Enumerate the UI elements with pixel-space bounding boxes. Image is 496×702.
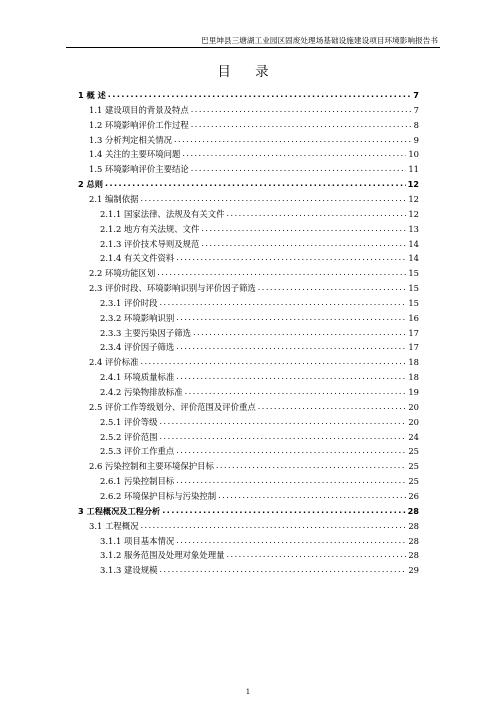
toc-entry-page: 28 — [407, 505, 419, 516]
toc-entry-page: 24 — [408, 431, 419, 442]
toc-entry-label: 1 概 述 — [78, 90, 106, 100]
header-text: 巴里坤县三塘湖工业园区固废处理场基础设施建设项目环境影响报告书 — [201, 36, 438, 45]
toc-leader-dots — [159, 297, 406, 309]
toc-entry-label: 3.1 工程概况 — [89, 520, 139, 531]
toc-entry-page: 11 — [408, 164, 419, 175]
toc-entry[interactable] — [89, 134, 419, 146]
toc-entry[interactable] — [89, 193, 419, 205]
toc-entry-page: 26 — [408, 490, 419, 501]
toc-entry[interactable] — [89, 460, 419, 472]
toc-entry-page: 12 — [408, 208, 419, 219]
toc-leader-dots — [140, 193, 406, 205]
toc-leader-dots — [108, 89, 412, 101]
toc-entry[interactable] — [100, 208, 419, 220]
toc-entry-page: 25 — [408, 461, 419, 472]
toc-entry-page: 15 — [408, 297, 419, 308]
toc-entry[interactable] — [78, 505, 419, 517]
toc-entry-label: 3.1.3 建设规模 — [100, 565, 158, 576]
toc-entry-label: 1.1 建设项目的背景及特点 — [89, 104, 189, 115]
toc-leader-dots — [176, 341, 406, 353]
toc-entry-label: 2.1.1 国家法律、法规及有关文件 — [100, 208, 225, 219]
toc-entry-page: 28 — [408, 550, 419, 561]
toc-leader-dots — [185, 386, 407, 398]
toc-entry-label: 2.2 环境功能区划 — [89, 268, 156, 279]
toc-entry-label: 2 总则 — [78, 179, 103, 190]
toc-entry-label: 2.6.2 环境保护目标与污染控制 — [100, 490, 217, 501]
toc-entry-label: 2.3.2 环境影响识别 — [100, 312, 175, 323]
toc-entry-page: 15 — [408, 283, 419, 294]
toc-entry-label: 2.4 评价标准 — [89, 357, 139, 368]
toc-entry-label: 2.3.1 评价时段 — [100, 297, 158, 308]
toc-entry-label: 2.4.1 环境质量标准 — [100, 372, 175, 383]
header-rule — [66, 47, 440, 48]
toc-entry-page: 16 — [408, 312, 419, 323]
toc-entry[interactable] — [100, 238, 419, 250]
toc-entry[interactable] — [100, 564, 419, 576]
toc-leader-dots — [105, 178, 406, 190]
toc-entry-label: 1.4 关注的主要环境问题 — [89, 149, 181, 160]
toc-entry-label: 1.2 环境影响评价工作过程 — [89, 119, 189, 130]
toc-entry-label: 3.1.1 项目基本情况 — [100, 535, 175, 546]
toc-entry-label: 2.5 评价工作等级划分、评价范围及评价重点 — [89, 401, 256, 412]
toc-entry-label: 1.3 分析判定相关情况 — [89, 134, 172, 145]
toc-leader-dots — [159, 431, 406, 443]
toc-leader-dots — [162, 505, 405, 517]
toc-entry[interactable] — [89, 119, 419, 131]
toc-entry[interactable] — [100, 535, 419, 547]
toc-entry[interactable] — [100, 327, 419, 339]
toc-leader-dots — [226, 208, 406, 220]
toc-entry-page: 29 — [408, 565, 419, 576]
toc-entry-page: 28 — [408, 535, 419, 546]
toc-leader-dots — [193, 327, 406, 339]
toc-leader-dots — [258, 282, 407, 294]
toc-entry[interactable] — [89, 104, 419, 116]
toc-entry-page: 15 — [408, 268, 419, 279]
toc-entry-page: 10 — [408, 149, 419, 160]
toc-entry[interactable] — [89, 163, 419, 175]
toc-entry-label: 2.5.1 评价等级 — [100, 416, 158, 427]
toc-entry-page: 14 — [408, 238, 419, 249]
toc-entry-page: 13 — [408, 223, 419, 234]
toc-entry-label: 2.3.4 评价因子筛选 — [100, 342, 175, 353]
toc-entry-page: 25 — [408, 446, 419, 457]
toc-entry[interactable] — [78, 178, 419, 190]
toc-entry-page: 12 — [407, 179, 419, 190]
toc-entry[interactable] — [100, 386, 419, 398]
toc-entry[interactable] — [89, 148, 419, 160]
toc-leader-dots — [176, 445, 406, 457]
toc-entry-label: 2.3.3 主要污染因子筛选 — [100, 327, 191, 338]
toc-leader-dots — [258, 401, 407, 413]
toc-leader-dots — [218, 490, 406, 502]
toc-leader-dots — [157, 267, 406, 279]
toc-entry-page: 9 — [413, 134, 419, 145]
toc-entry[interactable] — [100, 416, 419, 428]
toc-entry-label: 2.5.3 评价工作重点 — [100, 446, 175, 457]
toc-leader-dots — [191, 104, 412, 116]
toc-entry-page: 17 — [408, 342, 419, 353]
toc-entry-page: 18 — [408, 357, 419, 368]
toc-entry-page: 8 — [413, 119, 419, 130]
toc-title: 目 录 — [217, 64, 279, 80]
toc-entry[interactable] — [89, 282, 419, 294]
toc-leader-dots — [176, 371, 406, 383]
toc-entry-label: 2.3 评价时段、环境影响识别与评价因子筛选 — [89, 283, 256, 294]
toc-entry[interactable] — [89, 267, 419, 279]
toc-leader-dots — [176, 312, 406, 324]
toc-entry[interactable] — [89, 401, 419, 413]
toc-leader-dots — [201, 223, 406, 235]
toc-leader-dots — [191, 163, 407, 175]
toc-entry-page: 28 — [408, 520, 419, 531]
toc-entry[interactable] — [78, 89, 419, 101]
toc-entry[interactable] — [100, 223, 419, 235]
toc-leader-dots — [159, 564, 406, 576]
toc-entry-label: 2.1 编制依据 — [89, 193, 139, 204]
toc-entry[interactable] — [89, 356, 419, 368]
toc-entry[interactable] — [100, 475, 419, 487]
toc-entry[interactable] — [100, 490, 419, 502]
toc-entry[interactable] — [100, 549, 419, 561]
toc-entry[interactable] — [100, 371, 419, 383]
toc-entry-label: 2.6.1 污染控制目标 — [100, 476, 175, 487]
toc-entry-label: 2.6 污染控制和主要环境保护目标 — [89, 461, 214, 472]
toc-leader-dots — [140, 356, 406, 368]
toc-leader-dots — [182, 148, 406, 160]
toc-entry-label: 2.1.4 有关文件资料 — [100, 253, 175, 264]
toc-leader-dots — [226, 549, 406, 561]
toc-entry-page: 7 — [413, 90, 419, 100]
toc-entry[interactable] — [100, 252, 419, 264]
toc-leader-dots — [191, 119, 412, 131]
toc-entry-label: 3 工程概况及工程分析 — [78, 505, 161, 516]
toc-entry-label: 2.1.3 评价技术导则及规范 — [100, 238, 200, 249]
toc-entry-page: 17 — [408, 327, 419, 338]
toc-entry-page: 20 — [408, 416, 419, 427]
toc-leader-dots — [159, 416, 406, 428]
toc-leader-dots — [176, 475, 406, 487]
toc-entry-page: 20 — [408, 401, 419, 412]
toc-entry-page: 7 — [413, 104, 419, 115]
toc-entry[interactable] — [100, 297, 419, 309]
toc-entry-page: 14 — [408, 253, 419, 264]
toc-entry[interactable] — [89, 520, 419, 532]
toc-entry-label: 3.1.2 服务范围及处理对象处理量 — [100, 550, 225, 561]
toc-entry-page: 19 — [408, 387, 419, 397]
toc-entry-page: 25 — [408, 476, 419, 487]
toc-entry-label: 2.5.2 评价范围 — [100, 431, 158, 442]
toc-entry-page: 12 — [408, 193, 419, 204]
toc-leader-dots — [201, 238, 406, 250]
toc-leader-dots — [216, 460, 406, 472]
page-number: 1 — [245, 688, 251, 696]
toc-leader-dots — [176, 535, 406, 547]
toc-entry[interactable] — [100, 445, 419, 457]
toc-entry[interactable] — [100, 312, 419, 324]
toc-entry-page: 18 — [408, 372, 419, 383]
toc-entry-label: 2.4.2 污染物排放标准 — [100, 387, 183, 397]
toc-leader-dots — [174, 134, 412, 146]
toc-leader-dots — [140, 520, 406, 532]
toc-entry[interactable] — [100, 341, 419, 353]
toc-entry-label: 2.1.2 地方有关法规、文件 — [100, 223, 200, 234]
toc-entry-label: 1.5 环境影响评价主要结论 — [89, 164, 189, 175]
toc-leader-dots — [176, 252, 406, 264]
toc-entry[interactable] — [100, 431, 419, 443]
